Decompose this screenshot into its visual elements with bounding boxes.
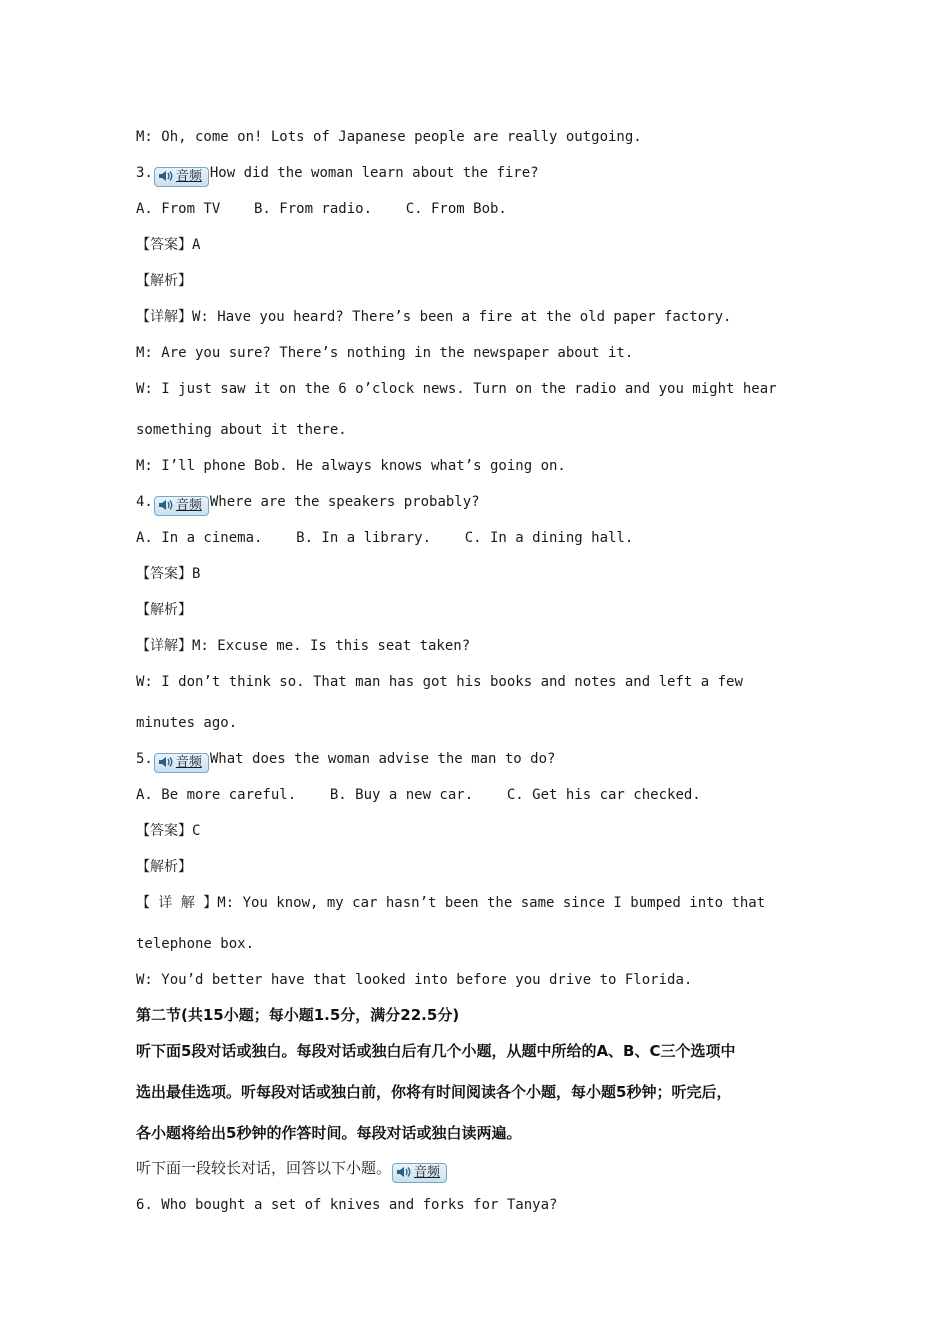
dialogue-line: M: I’ll phone Bob. He always knows what’s going on. bbox=[136, 458, 566, 474]
dialogue-line: M: Are you sure? There’s nothing in the newspaper about it. bbox=[136, 345, 634, 361]
question-number: 5. bbox=[136, 751, 153, 767]
audio-label: 音频 bbox=[414, 1165, 441, 1180]
answer-options: A. In a cinema. B. In a library. C. In a dining hall. bbox=[136, 530, 634, 546]
audio-button[interactable] bbox=[154, 167, 209, 187]
detail-explanation: 【 详 解 】M: You know, my car hasn’t been the same since I bumped into that bbox=[136, 895, 766, 911]
speaker-icon bbox=[158, 756, 174, 768]
audio-label: 音频 bbox=[175, 498, 202, 513]
question-5 bbox=[136, 750, 826, 773]
dialogue-line: something about it there. bbox=[136, 422, 347, 438]
dialogue-line: telephone box. bbox=[136, 936, 255, 952]
speaker-icon bbox=[396, 1166, 412, 1178]
question-number: 3. bbox=[136, 165, 153, 181]
dialogue-line: minutes ago. bbox=[136, 715, 238, 731]
answer-options: A. From TV B. From radio. C. From Bob. bbox=[136, 201, 507, 217]
detail-explanation: 【详解】M: Excuse me. Is this seat taken? bbox=[136, 638, 471, 654]
question-text: What does the woman advise the man to do? bbox=[209, 751, 556, 767]
question-number: 4. bbox=[136, 494, 153, 510]
speaker-icon bbox=[158, 499, 174, 511]
answer-key: 【答案】B bbox=[136, 566, 201, 582]
section-instructions: 各小题将给出5秒钟的作答时间。每段对话或独白读两遍。 bbox=[136, 1124, 522, 1142]
audio-button[interactable] bbox=[392, 1163, 447, 1183]
audio-label: 音频 bbox=[175, 169, 202, 184]
audio-button[interactable] bbox=[154, 753, 209, 773]
section-instructions: 听下面5段对话或独白。每段对话或独白后有几个小题，从题中所给的A、B、C三个选项中 bbox=[136, 1042, 736, 1060]
audio-label: 音频 bbox=[175, 755, 202, 770]
dialogue-line: W: You’d better have that looked into before you drive to Florida. bbox=[136, 972, 693, 988]
answer-key: 【答案】A bbox=[136, 237, 201, 253]
dialogue-line: W: I just saw it on the 6 o’clock news. Turn on the radio and you might hear bbox=[136, 381, 777, 397]
section-heading: 第二节(共15小题；每小题1.5分，满分22.5分) bbox=[136, 1006, 460, 1024]
analysis-heading: 【解析】 bbox=[136, 602, 192, 618]
speaker-icon bbox=[158, 170, 174, 182]
analysis-heading: 【解析】 bbox=[136, 273, 192, 289]
audio-button[interactable] bbox=[154, 496, 209, 516]
question-6: 6. Who bought a set of knives and forks for Tanya? bbox=[136, 1197, 558, 1213]
section-instructions: 选出最佳选项。听每段对话或独白前，你将有时间阅读各个小题，每小题5秒钟；听完后， bbox=[136, 1083, 732, 1101]
question-4 bbox=[136, 493, 826, 516]
dialogue-line: W: I don’t think so. That man has got his books and notes and left a few bbox=[136, 674, 743, 690]
question-text: Where are the speakers probably? bbox=[209, 494, 480, 510]
dialogue-line: M: Oh, come on! Lots of Japanese people are really outgoing. bbox=[136, 129, 642, 145]
analysis-heading: 【解析】 bbox=[136, 859, 192, 875]
answer-key: 【答案】C bbox=[136, 823, 201, 839]
prompt-text: 听下面一段较长对话，回答以下小题。 bbox=[136, 1159, 392, 1177]
question-text: How did the woman learn about the fire? bbox=[209, 165, 539, 181]
question-3 bbox=[136, 164, 826, 187]
listening-prompt bbox=[136, 1159, 826, 1183]
detail-explanation: 【详解】W: Have you heard? There’s been a fire at the old paper factory. bbox=[136, 309, 732, 325]
answer-options: A. Be more careful. B. Buy a new car. C. Get his car checked. bbox=[136, 787, 701, 803]
